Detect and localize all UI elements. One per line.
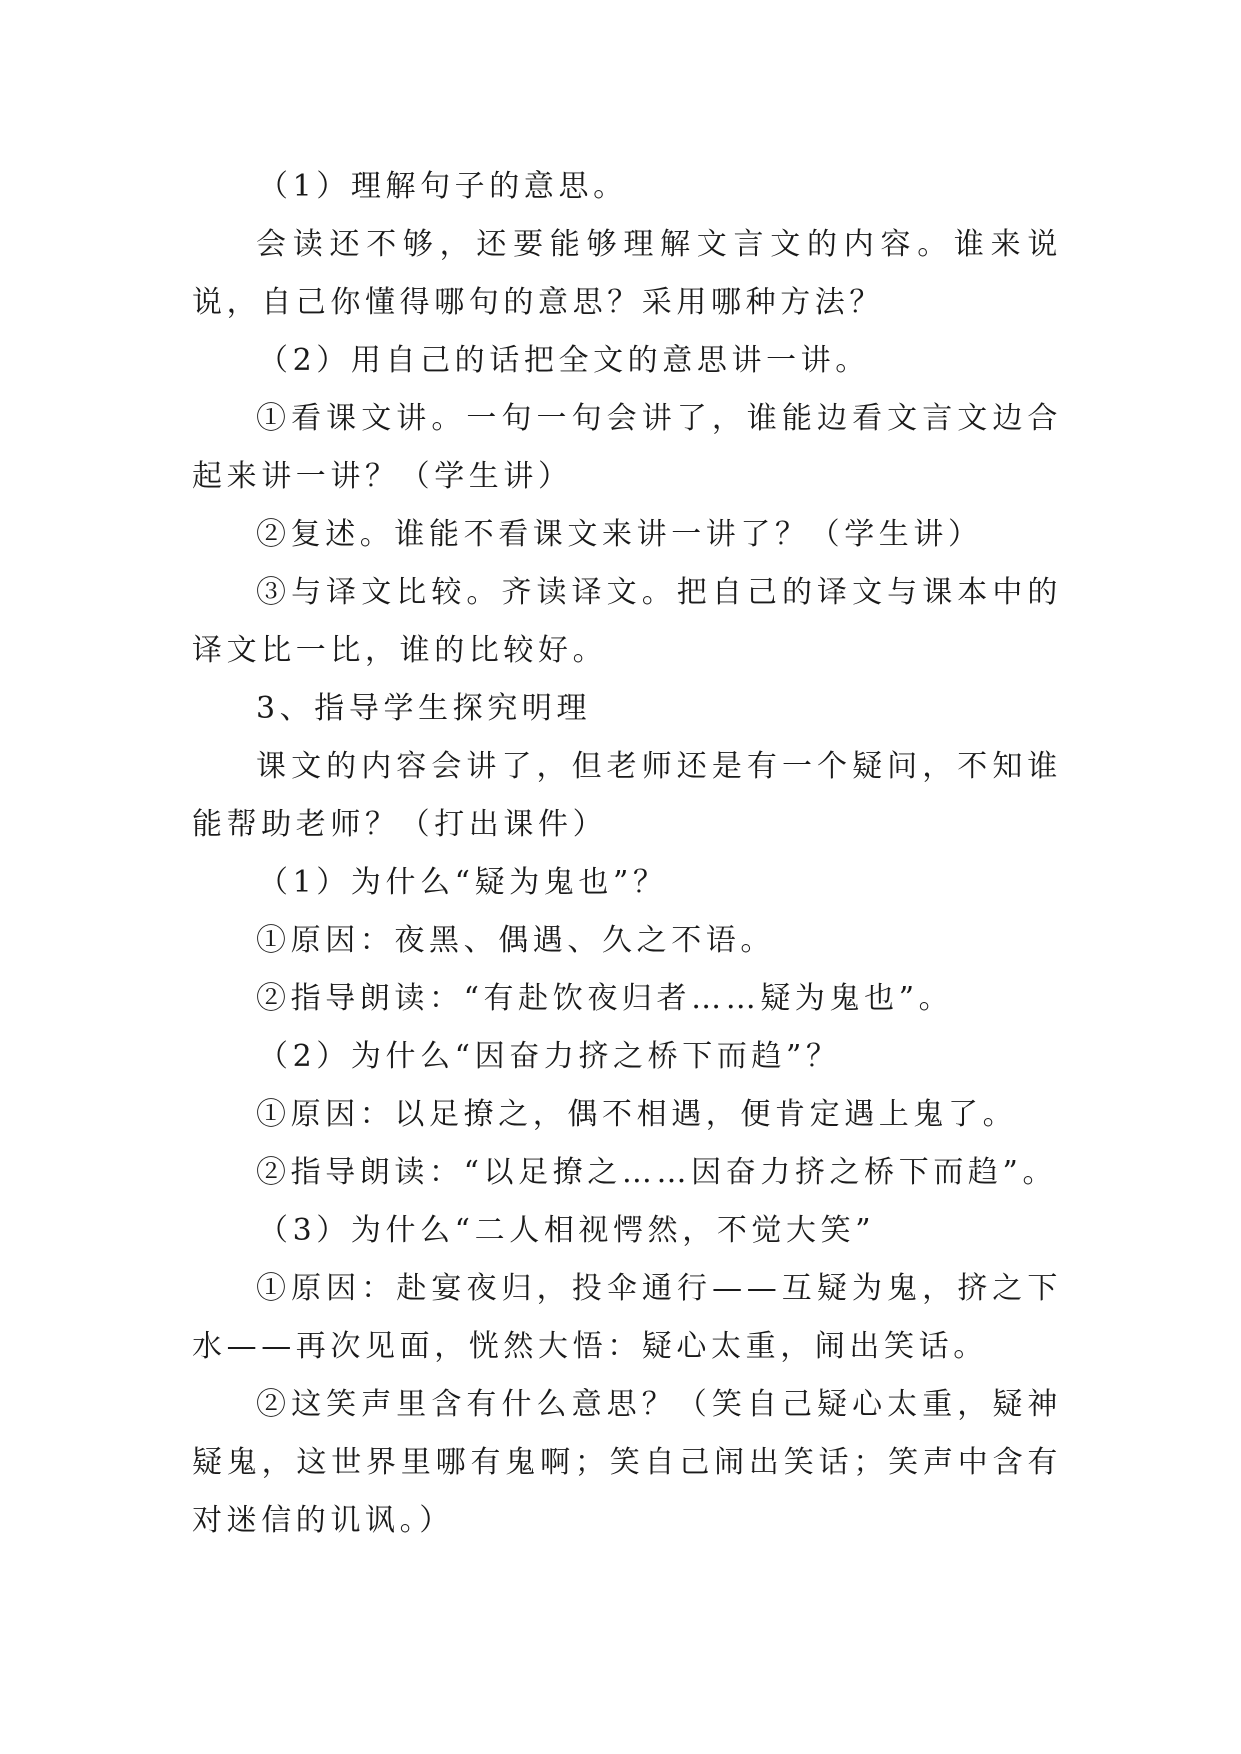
- paragraph-14: ②指导朗读：“以足撩之……因奋力挤之桥下而趋”。: [256, 1155, 1058, 1190]
- paragraph-17: ②这笑声里含有什么意思？（笑自己疑心太重，疑神疑鬼，这世界里哪有鬼啊；笑自己闹出笑话；笑声中含有对迷信的讥讽。）: [192, 1387, 1062, 1538]
- paragraph-13: ①原因：以足撩之，偶不相遇，便肯定遇上鬼了。: [256, 1097, 1018, 1132]
- paragraph-5: ②复述。谁能不看课文来讲一讲了？（学生讲）: [256, 517, 983, 552]
- paragraph-7: 3、指导学生探究明理: [256, 691, 592, 726]
- paragraph-6: ③与译文比较。齐读译文。把自己的译文与课本中的译文比一比，谁的比较好。: [192, 575, 1062, 668]
- paragraph-11: ②指导朗读：“有赴饮夜归者……疑为鬼也”。: [256, 981, 954, 1016]
- paragraph-12: （2）为什么“因奋力挤之桥下而趋”？: [258, 1039, 841, 1074]
- paragraph-8: 课文的内容会讲了，但老师还是有一个疑问，不知谁能帮助老师？（打出课件）: [192, 749, 1062, 842]
- paragraph-10: ①原因：夜黑、偶遇、久之不语。: [256, 923, 775, 958]
- paragraph-15: （3）为什么“二人相视愕然，不觉大笑”: [258, 1213, 876, 1248]
- paragraph-4: ①看课文讲。一句一句会讲了，谁能边看文言文边合起来讲一讲？（学生讲）: [192, 401, 1062, 494]
- document-body: [192, 158, 1062, 1550]
- paragraph-3: （2）用自己的话把全文的意思讲一讲。: [258, 343, 870, 378]
- paragraph-1: （1）理解句子的意思。: [258, 169, 628, 204]
- paragraph-16: ①原因：赴宴夜归，投伞通行——互疑为鬼，挤之下水——再次见面，恍然大悟：疑心太重，闹出笑话。: [192, 1271, 1062, 1364]
- paragraph-2: 会读还不够，还要能够理解文言文的内容。谁来说说，自己你懂得哪句的意思？采用哪种方法？: [192, 227, 1062, 320]
- paragraph-9: （1）为什么“疑为鬼也”？: [258, 865, 668, 900]
